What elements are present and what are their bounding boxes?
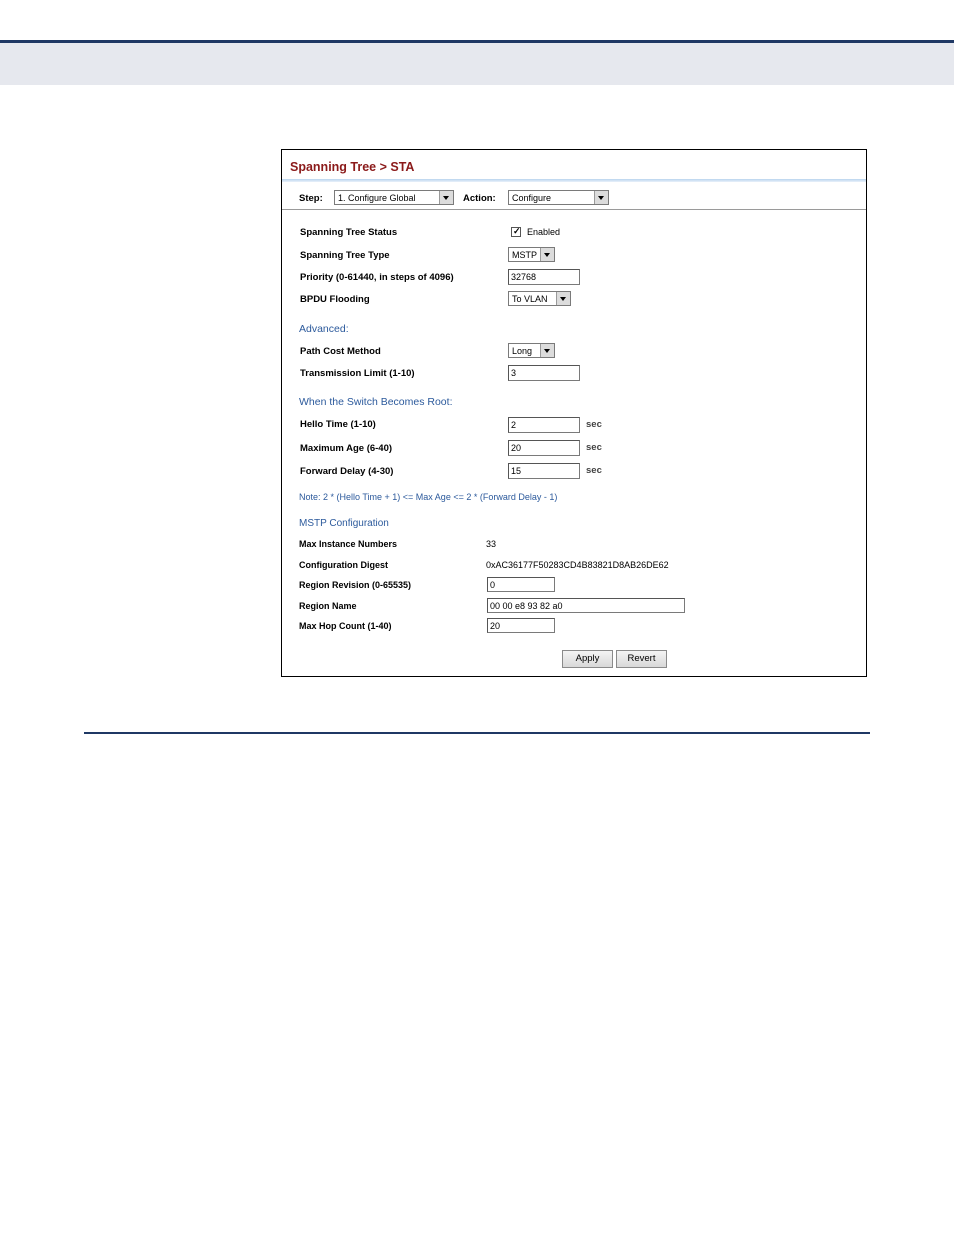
path-cost-method-value: Long bbox=[512, 346, 533, 356]
path-cost-method-select[interactable] bbox=[508, 343, 555, 358]
spanning-tree-status-label: Spanning Tree Status bbox=[300, 227, 398, 238]
apply-button[interactable]: Apply bbox=[562, 650, 613, 668]
step-select-value: 1. Configure Global bbox=[338, 193, 416, 203]
chevron-down-icon bbox=[439, 191, 453, 204]
max-hop-count-label: Max Hop Count (1-40) bbox=[299, 621, 392, 631]
max-instance-numbers-value: 33 bbox=[486, 539, 497, 549]
max-hop-count-input[interactable] bbox=[487, 618, 555, 633]
page-title: Spanning Tree > STA bbox=[290, 160, 415, 174]
step-label: Step: bbox=[299, 193, 323, 204]
transmission-limit-input[interactable] bbox=[508, 365, 580, 381]
region-revision-label: Region Revision (0-65535) bbox=[299, 580, 412, 590]
advanced-heading: Advanced: bbox=[299, 323, 349, 335]
chevron-down-icon bbox=[556, 292, 570, 305]
bpdu-flooding-select[interactable] bbox=[508, 291, 571, 306]
hello-time-unit: sec bbox=[586, 419, 602, 430]
hello-time-label: Hello Time (1-10) bbox=[300, 419, 376, 430]
footer-rule bbox=[84, 732, 870, 734]
enabled-label: Enabled bbox=[527, 227, 561, 237]
region-name-input[interactable] bbox=[487, 598, 685, 613]
sta-config-panel bbox=[281, 149, 867, 677]
maximum-age-input[interactable] bbox=[508, 440, 580, 456]
action-select-value: Configure bbox=[512, 193, 552, 203]
spanning-tree-type-value: MSTP bbox=[512, 250, 538, 260]
spanning-tree-type-label: Spanning Tree Type bbox=[300, 250, 390, 261]
region-revision-input[interactable] bbox=[487, 577, 555, 592]
forward-delay-label: Forward Delay (4-30) bbox=[300, 466, 394, 477]
action-label: Action: bbox=[463, 193, 496, 204]
priority-input[interactable] bbox=[508, 269, 580, 285]
maximum-age-label: Maximum Age (6-40) bbox=[300, 443, 393, 454]
revert-button[interactable]: Revert bbox=[616, 650, 667, 668]
timer-note: Note: 2 * (Hello Time + 1) <= Max Age <= 2 * (Forward Delay - 1) bbox=[299, 492, 558, 502]
header-band bbox=[0, 43, 954, 85]
action-select[interactable] bbox=[508, 190, 609, 205]
bpdu-flooding-label: BPDU Flooding bbox=[300, 294, 370, 305]
spanning-tree-status-checkbox[interactable] bbox=[511, 227, 521, 237]
configuration-digest-label: Configuration Digest bbox=[299, 560, 388, 570]
mstp-heading: MSTP Configuration bbox=[299, 518, 389, 529]
spanning-tree-type-select[interactable] bbox=[508, 247, 555, 262]
region-name-label: Region Name bbox=[299, 601, 357, 611]
max-instance-numbers-label: Max Instance Numbers bbox=[299, 539, 398, 549]
chevron-down-icon bbox=[540, 344, 554, 357]
path-cost-method-label: Path Cost Method bbox=[300, 346, 381, 357]
step-select[interactable] bbox=[334, 190, 454, 205]
bpdu-flooding-value: To VLAN bbox=[512, 294, 548, 304]
forward-delay-unit: sec bbox=[586, 465, 602, 476]
checkmark-icon: ✓ bbox=[513, 226, 521, 236]
forward-delay-input[interactable] bbox=[508, 463, 580, 479]
chevron-down-icon bbox=[540, 248, 554, 261]
priority-label: Priority (0-61440, in steps of 4096) bbox=[300, 272, 454, 283]
configuration-digest-value: 0xAC36177F50283CD4B83821D8AB26DE62 bbox=[486, 560, 669, 570]
hello-time-input[interactable] bbox=[508, 417, 580, 433]
maximum-age-unit: sec bbox=[586, 442, 602, 453]
transmission-limit-label: Transmission Limit (1-10) bbox=[300, 368, 415, 379]
root-heading: When the Switch Becomes Root: bbox=[299, 396, 453, 408]
step-bar bbox=[282, 182, 866, 210]
chevron-down-icon bbox=[594, 191, 608, 204]
